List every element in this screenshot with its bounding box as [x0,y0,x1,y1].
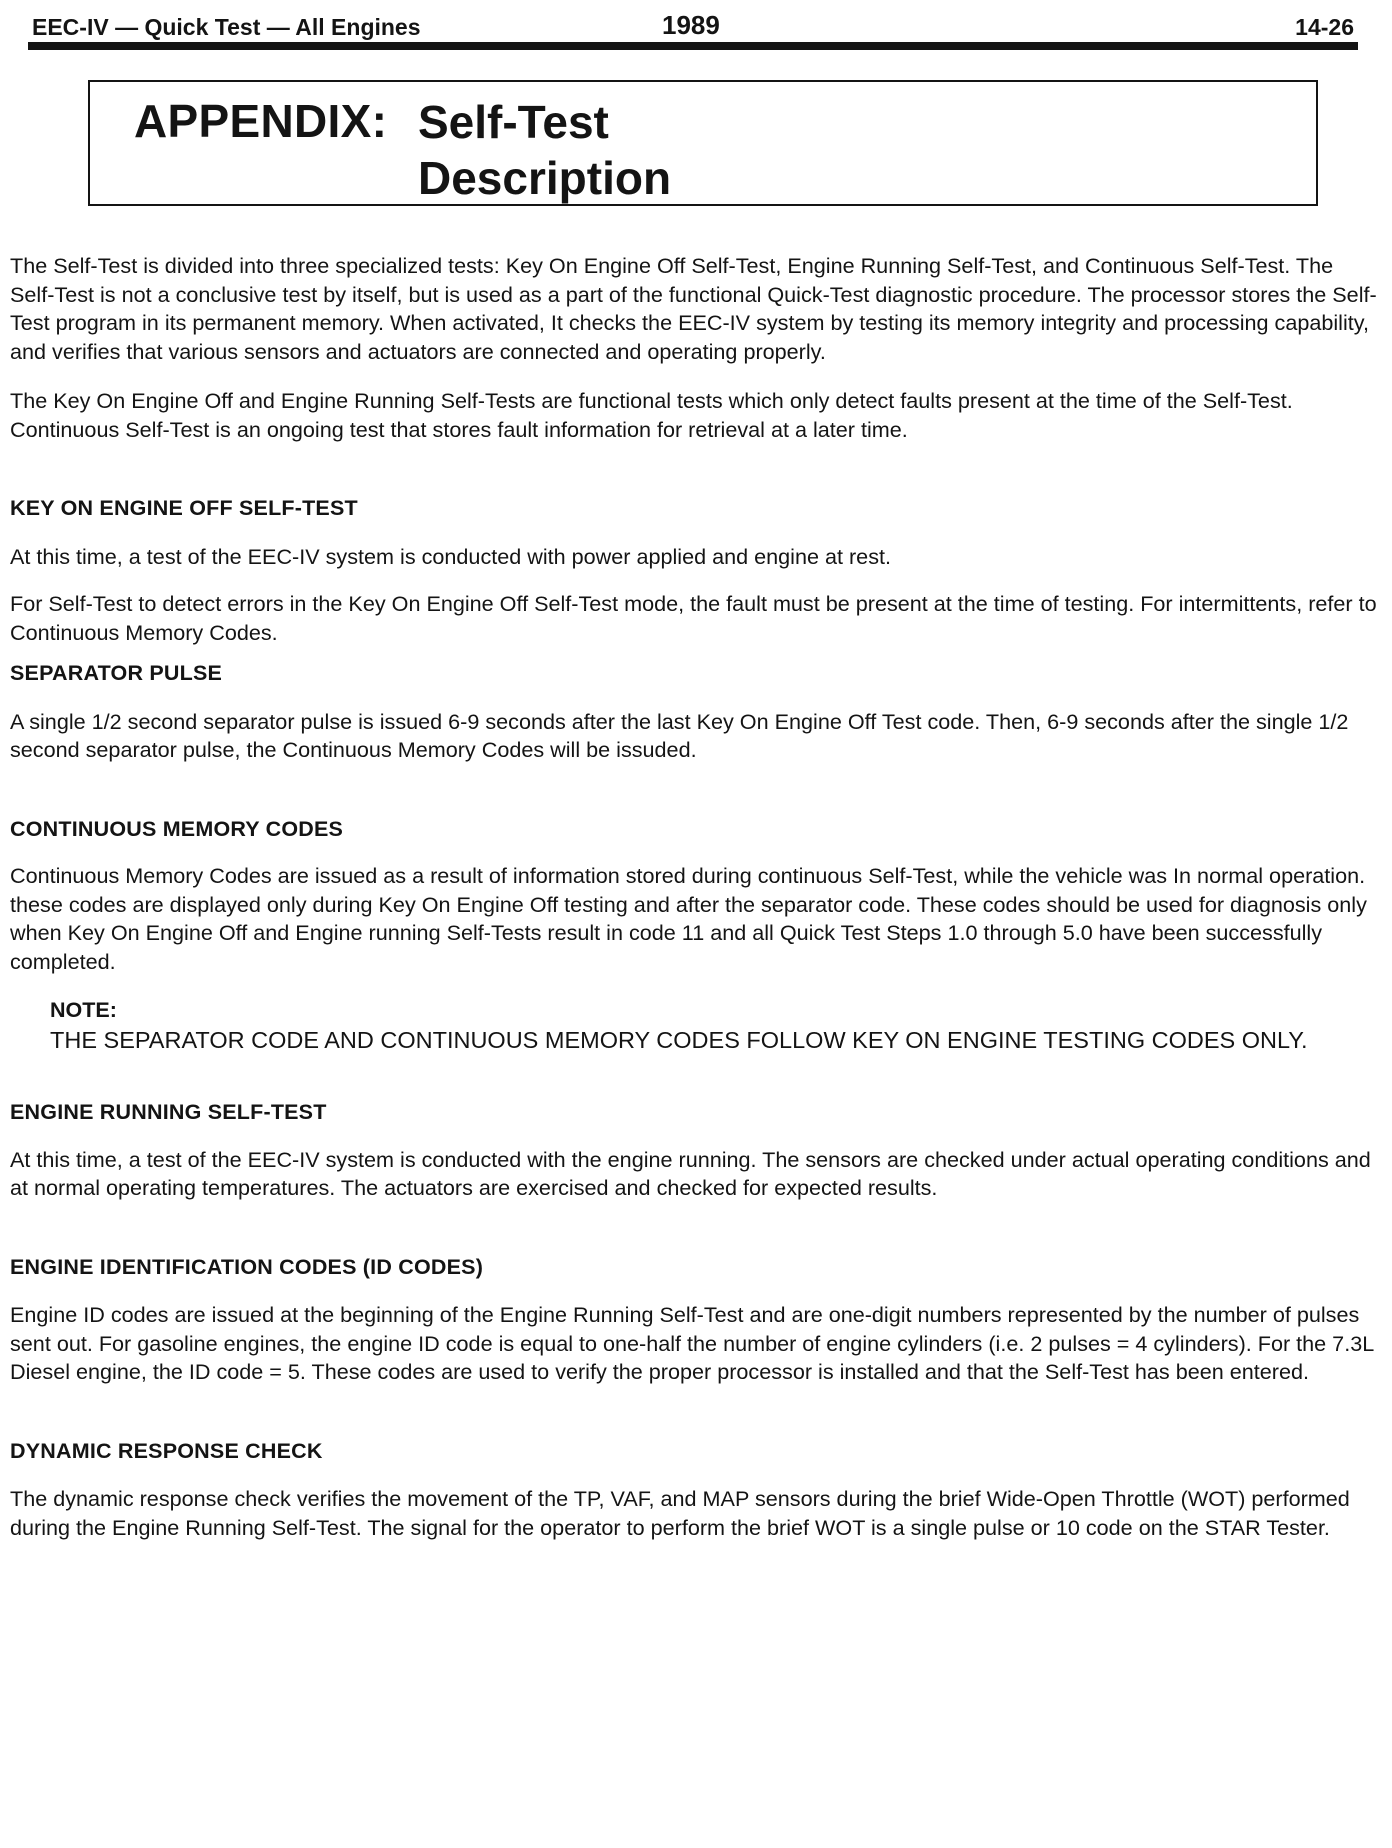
koeo-paragraph-2: For Self-Test to detect errors in the Key On Engine Off Self-Test mode, the fault must be present at the time of testing. For intermittents, refer to Continuous Memory Codes. [10,591,1377,645]
engine-id-heading: ENGINE IDENTIFICATION CODES (ID CODES) [10,1254,484,1279]
page-number: 14-26 [1295,14,1354,40]
koeo-heading: KEY ON ENGINE OFF SELF-TEST [10,496,358,520]
note-block [50,996,1380,1056]
continuous-paragraph: Continuous Memory Codes are issued as a result of information stored during continuous Self-Test, while the vehicle was In normal operation. these codes are displayed only during Key On Engine Off testing and after the separator code. These codes should be used for diagnosis only when Key On Engine Off and Engine running Self-Tests result in code 11 and all Quick Test Steps 1.0 through 5.0 have been successfully completed. [10,863,1367,974]
continuous-heading: CONTINUOUS MEMORY CODES [10,816,344,841]
note-label: NOTE: [50,998,117,1022]
engine-id-paragraph: Engine ID codes are issued at the beginning of the Engine Running Self-Test and are one-digit numbers represented by the number of pulses sent out. For gasoline engines, the engine ID code is equal to one-half the number of engine cylinders (i.e. 2 pulses = 4 cylinders). For the 7.3L Diesel engine, the ID code = 5. These codes are used to verify the proper processor is installed and that the Self-Test has been entered. [10,1302,1374,1384]
separator-paragraph: A single 1/2 second separator pulse is issued 6-9 seconds after the last Key On Engine Off Test code. Then, 6-9 seconds after the single 1/2 second separator pulse, the Continuous Memory Codes will be issuded. [10,708,1349,762]
engine-running-paragraph: At this time, a test of the EEC-IV system is conducted with the engine running. The sensors are checked under actual operating conditions and at normal operating temperatures. The actuators are exercised and checked for expected results. [10,1146,1371,1200]
document-body [10,252,1380,1542]
appendix-label: APPENDIX: [134,95,388,147]
engine-running-heading: ENGINE RUNNING SELF-TEST [10,1100,327,1124]
note-text: THE SEPARATOR CODE AND CONTINUOUS MEMORY CODES FOLLOW KEY ON ENGINE TESTING CODES ONLY. [50,1027,1308,1053]
koeo-paragraph-1: At this time, a test of the EEC-IV system is conducted with power applied and engine at rest. [10,543,891,569]
separator-heading: SEPARATOR PULSE [10,661,223,685]
intro-paragraph-1: The Self-Test is divided into three specialized tests: Key On Engine Off Self-Test, Engine Running Self-Test, and Continuous Self-Test. The Self-Test is not a conclusive test by itself, but is used as a part of the functional Quick-Test diagnostic procedure. The processor stores the Self-Test program in its permanent memory. When activated, It checks the EEC-IV system by testing its memory integrity and processing capability, and verifies that various sensors and actuators are connected and operating properly. [10,253,1377,364]
running-header-title: EEC-IV — Quick Test — All Engines [32,14,421,40]
appendix-title-box [88,80,1318,206]
dynamic-response-heading: DYNAMIC RESPONSE CHECK [10,1438,323,1463]
intro-paragraph-2: The Key On Engine Off and Engine Running Self-Tests are functional tests which only detect faults present at the time of the Self-Test. Continuous Self-Test is an ongoing test that stores fault information for retrieval at a later time. [10,388,1293,442]
header-rule [28,42,1358,50]
page-header [32,10,1354,44]
dynamic-response-paragraph: The dynamic response check verifies the movement of the TP, VAF, and MAP sensors during the brief Wide-Open Throttle (WOT) performed during the Engine Running Self-Test. The signal for the operator to perform the brief WOT is a single pulse or 10 code on the STAR Tester. [10,1486,1350,1540]
appendix-title: Self-Test Description [418,96,672,204]
running-header-year: 1989 [662,10,720,40]
